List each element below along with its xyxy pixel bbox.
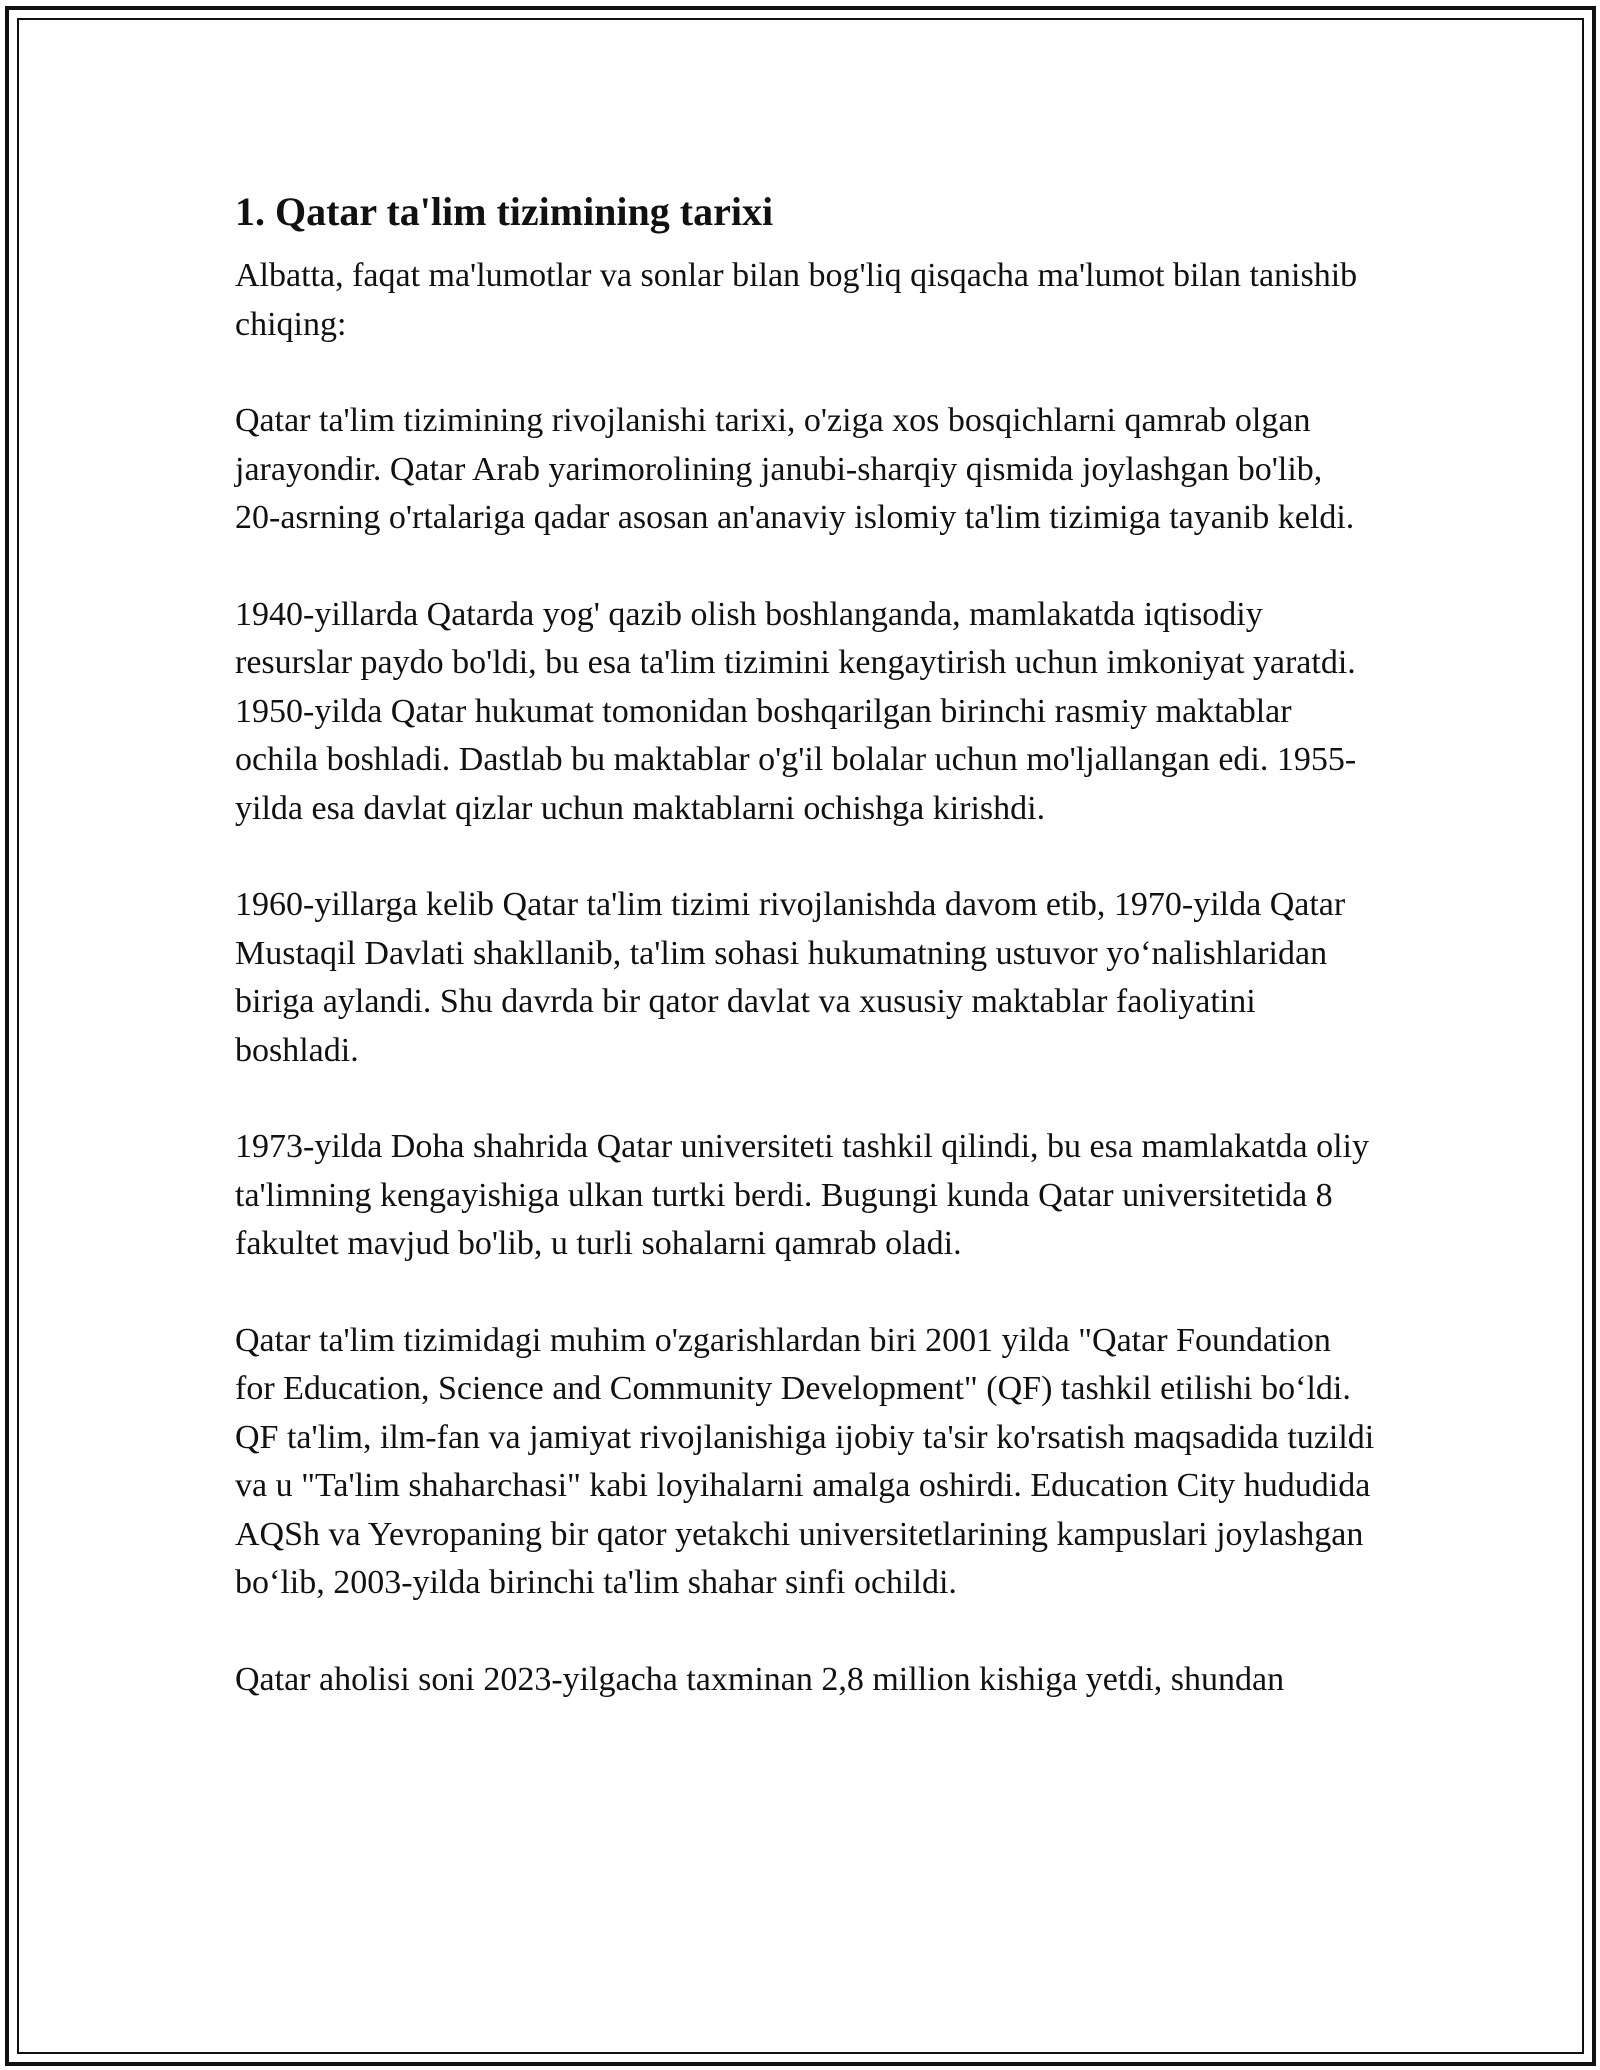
paragraph-1960s: 1960-yillarga kelib Qatar ta'lim tizimi rivojlanishda davom etib, 1970-yilda Qatar Mustaqil Davlati shakllanib, ta'lim sohasi hukumatning ustuvor yo‘nalishlaridan biriga aylandi. Shu davrda bir qator davlat va xususiy maktablar faoliyatini boshladi. bbox=[235, 886, 1346, 1069]
document-body bbox=[235, 186, 1375, 1752]
document-title: 1. Qatar ta'lim tizimining tarixi bbox=[235, 189, 774, 234]
paragraph-1940s: 1940-yillarda Qatarda yog' qazib olish boshlanganda, mamlakatda iqtisodiy resurslar paydo bo'ldi, bu esa ta'lim tizimini kengaytirish uchun imkoniyat yaratdi. 1950-yilda Qatar hukumat tomonidan boshqarilgan birinchi rasmiy maktablar ochila boshladi. Dastlab bu maktablar o'g'il bolalar uchun mo'ljallangan edi. 1955-yilda esa davlat qizlar uchun maktablarni ochishga kirishdi. bbox=[235, 595, 1357, 827]
paragraph-intro: Albatta, faqat ma'lumotlar va sonlar bilan bog'liq qisqacha ma'lumot bilan tanishib chiqing: bbox=[235, 257, 1358, 343]
paragraph-qatar-foundation: Qatar ta'lim tizimidagi muhim o'zgarishlardan biri 2001 yilda "Qatar Foundation for Education, Science and Community Development" (QF) tashkil etilishi bo‘ldi. QF ta'lim, ilm-fan va jamiyat rivojlanishiga ijobiy ta'sir ko'rsatish maqsadida tuzildi va u "Ta'lim shaharchasi" kabi loyihalarni amalga oshirdi. Education City hududida AQSh va Yevropaning bir qator yetakchi universitetlarining kampuslari joylashgan bo‘lib, 2003-yilda birinchi ta'lim shahar sinfi ochildi. bbox=[235, 1321, 1375, 1601]
paragraph-history-overview: Qatar ta'lim tizimining rivojlanishi tarixi, o'ziga xos bosqichlarni qamrab olgan jarayondir. Qatar Arab yarimorolining janubi-sharqiy qismida joylashgan bo'lib, 20-asrning o'rtalariga qadar asosan an'anaviy islomiy ta'lim tizimiga tayanib keldi. bbox=[235, 402, 1355, 536]
paragraph-university: 1973-yilda Doha shahrida Qatar universiteti tashkil qilindi, bu esa mamlakatda oliy ta'limning kengayishiga ulkan turtki berdi. Bugungi kunda Qatar universitetida 8 fakultet mavjud bo'lib, u turli sohalarni qamrab oladi. bbox=[235, 1128, 1370, 1262]
paragraph-population: Qatar aholisi soni 2023-yilgacha taxminan 2,8 million kishiga yetdi, shundan bbox=[235, 1660, 1285, 1698]
